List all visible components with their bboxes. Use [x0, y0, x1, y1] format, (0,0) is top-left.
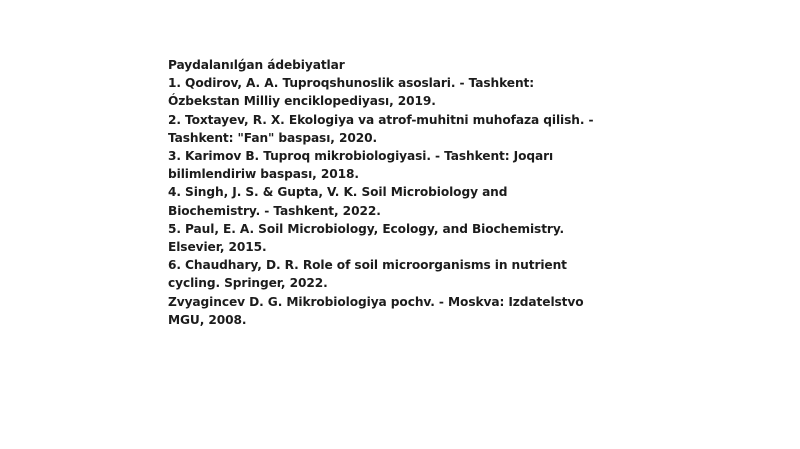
- reference-line: 1. Qodirov, A. A. Tuproqshunoslik asoslari. - Tashkent:: [168, 76, 535, 91]
- reference-line: 4. Singh, J. S. & Gupta, V. K. Soil Microbiology and: [168, 185, 508, 200]
- reference-line: 6. Chaudhary, D. R. Role of soil microorganisms in nutrient: [168, 258, 567, 273]
- reference-line: 5. Paul, E. A. Soil Microbiology, Ecology, and Biochemistry.: [168, 221, 565, 236]
- reference-line: Biochemistry. - Tashkent, 2022.: [168, 203, 381, 218]
- reference-line: 2. Toxtayev, R. X. Ekologiya va atrof-muhitni muhofaza qilish. -: [168, 112, 594, 127]
- reference-line: Tashkent: "Fan" baspası, 2020.: [168, 130, 378, 145]
- reference-line: Elsevier, 2015.: [168, 240, 267, 255]
- reference-line: 3. Karimov B. Tuproq mikrobiologiyasi. - Tashkent: Joqarı: [168, 149, 554, 164]
- references-text-block: [168, 56, 594, 329]
- reference-line: bilimlendiriw baspası, 2018.: [168, 167, 359, 182]
- reference-line: Zvyagincev D. G. Mikrobiologiya pochv. - Moskva: Izdatelstvo: [168, 294, 584, 309]
- reference-line: cycling. Springer, 2022.: [168, 276, 328, 291]
- reference-line: Ózbekstan Milliy enciklopediyası, 2019.: [168, 94, 436, 109]
- references-heading: Paydalanılǵan ádebiyatlar: [168, 58, 345, 72]
- reference-line: MGU, 2008.: [168, 312, 247, 327]
